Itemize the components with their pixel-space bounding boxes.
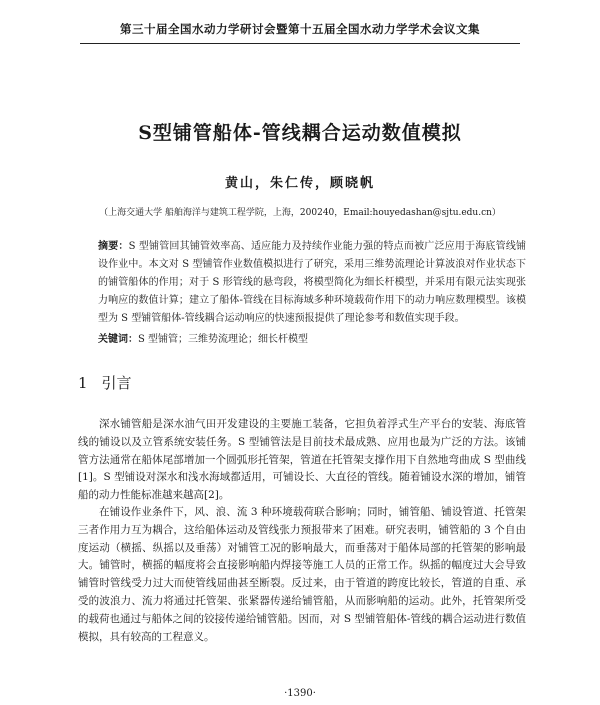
affiliation: （上海交通大学 船舶海洋与建筑工程学院，上海，200240，Email:houyedashan@sjtu.edu.cn）	[99, 208, 501, 218]
running-header: 第三十届全国水动力学研讨会暨第十五届全国水动力学学术会议文集	[120, 22, 480, 36]
abstract-label: 摘要：	[98, 241, 129, 252]
keywords	[98, 331, 526, 349]
keywords-label: 关键词：	[98, 334, 138, 345]
body-paragraph-2	[78, 504, 526, 646]
paragraph-text: 深水铺管船是深水油气田开发建设的主要施工装备，它担负着浮式生产平台的安装、海底管线的铺设以及立管系统安装任务。S 型铺管法是目前技术最成熟、应用也最为广泛的方法。该铺管方法通常在船体尾部增加一个圆弧形托管架，管道在托管架支撑作用下自然地弯曲成 S 型曲线[1]。S 型铺设对深水和浅水海域都适用，可铺设长、大直径的管线。随着铺设水深的增加，铺管船的动力性能标准越来越高[2]。	[78, 418, 526, 502]
page-number: ·1390·	[284, 688, 316, 699]
author-list: 黄山，朱仁传，顾晓帆	[224, 176, 375, 191]
body-paragraph-1	[78, 416, 526, 505]
paper-title: S型铺管船体-管线耦合运动数值模拟	[138, 122, 462, 144]
paragraph-text: 在铺设作业条件下，风、浪、流 3 种环境载荷联合影响；同时，铺管船、铺设管道、托管架三者作用力互为耦合，这给船体运动及管线张力预报带来了困难。研究表明，铺管船的 3 个自由度运动（横摇、纵摇以及垂荡）对铺管工况的影响最大，而垂荡对于船体局部的托管架的影响最大。铺管时，横摇的幅度将会直接影响船内焊接等施工人员的正常工作。纵摇的幅度过大会导致铺管时管线受力过大而使管线屈曲甚至断裂。反过来，由于管道的跨度比较长，管道的自重、承受的波浪力、流力将通过托管架、张紧器传递给铺管船，从而影响船的运动。此外，托管架所受的载荷也通过与船体之间的铰接传递给铺管船。因而，对 S 型铺管船体-管线的耦合运动进行数值模拟，具有较高的工程意义。	[78, 506, 526, 643]
header-rule	[80, 43, 520, 44]
section-title-text: 引言	[101, 374, 132, 392]
section-heading-introduction	[78, 372, 132, 393]
abstract	[98, 238, 526, 328]
section-number: 1	[78, 374, 88, 392]
keywords-text: S 型铺管；三维势流理论；细长杆模型	[138, 334, 309, 345]
abstract-text: S 型铺管回其铺管效率高、适应能力及持续作业能力强的特点而被广泛应用于海底管线铺设作业中。本文对 S 型铺管作业数值模拟进行了研究，采用三维势流理论计算波浪对作业状态下的铺管船体的作用；对于 S 形管线的悬弯段，将模型简化为细长杆模型，并采用有限元法实现张力响应的数值计算；建立了船体-管线在目标海域多种环境载荷作用下的动力响应数理模型。该模型为 S 型铺管船体-管线耦合运动响应的快速预报提供了理论参考和数值实现手段。	[98, 241, 527, 324]
